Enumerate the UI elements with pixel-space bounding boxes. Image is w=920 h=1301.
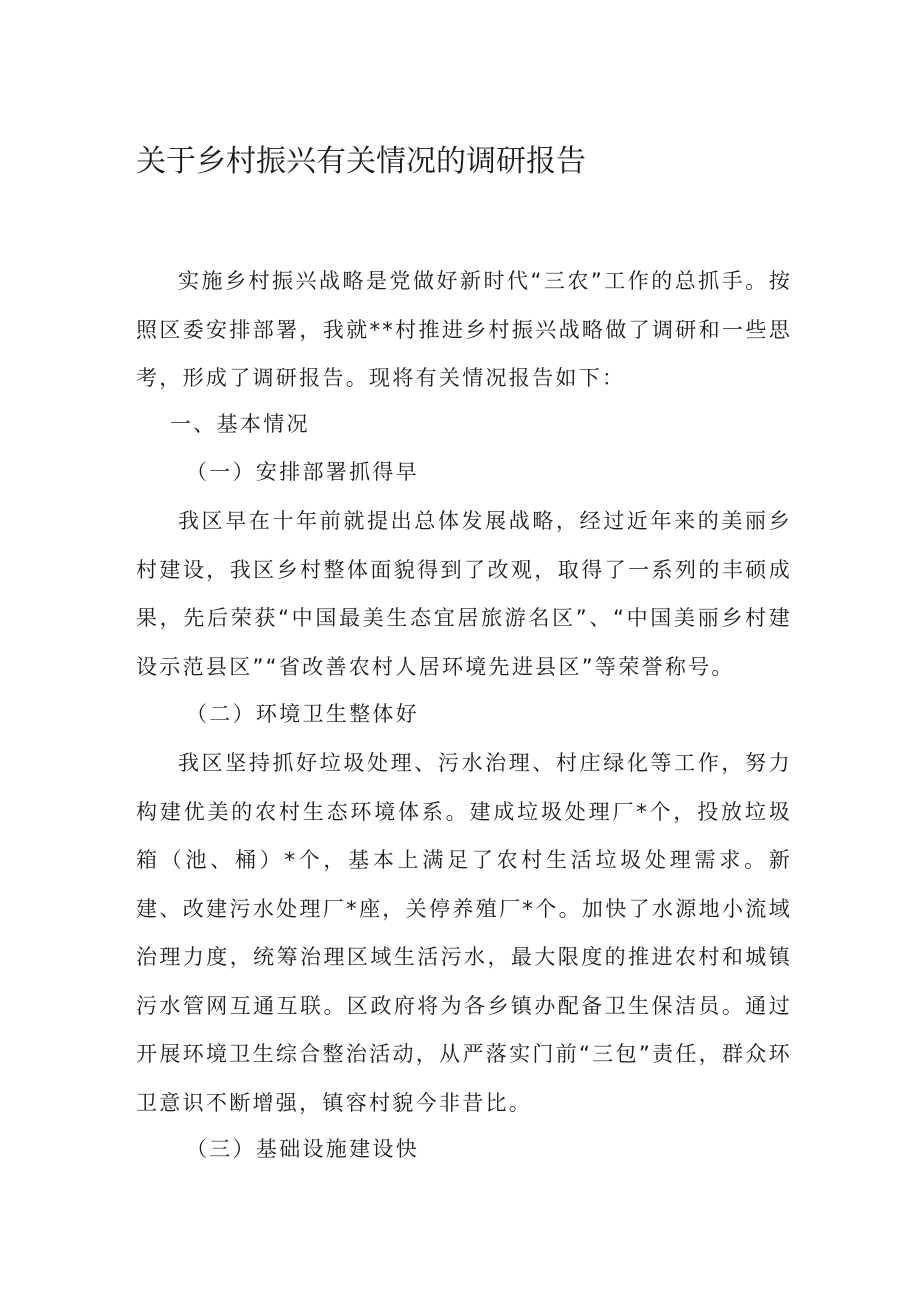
subsection-heading-3: （三）基础设施建设快 (186, 1137, 419, 1161)
subsection-1-body: 我区早在十年前就提出总体发展战略，经过近年来的美丽乡村建设，我区乡村整体面貌得到了改观，取得了一系列的丰硕成果，先后荣获“中国最美生态宜居旅游名区”、“中国美丽乡村建设示范县区”“省改善农村人居环境先进县区”等荣誉称号。 (136, 509, 792, 679)
subsection-2-body: 我区坚持抓好垃圾处理、污水治理、村庄绿化等工作，努力构建优美的农村生态环境体系。建成垃圾处理厂*个，投放垃圾箱（池、桶）*个，基本上满足了农村生活垃圾处理需求。新建、改建污水处理厂*座，关停养殖厂*个。加快了水源地小流域治理力度，统筹治理区域生活污水，最大限度的推进农村和城镇污水管网互通互联。区政府将为各乡镇办配备卫生保洁员。通过开展环境卫生综合整治活动，从严落实门前“三包”责任，群众环卫意识不断增强，镇容村貌今非昔比。 (136, 751, 792, 1115)
subsection-heading-2: （二）环境卫生整体好 (186, 702, 419, 726)
intro-paragraph: 实施乡村振兴战略是党做好新时代“三农”工作的总抓手。按照区委安排部署，我就**村推进乡村振兴战略做了调研和一些思考，形成了调研报告。现将有关情况报告如下： (136, 269, 792, 390)
section-heading-basic-situation: 一、基本情况 (170, 412, 310, 436)
document-title: 关于乡村振兴有关情况的调研报告 (136, 144, 586, 179)
subsection-heading-1: （一）安排部署抓得早 (186, 460, 419, 484)
